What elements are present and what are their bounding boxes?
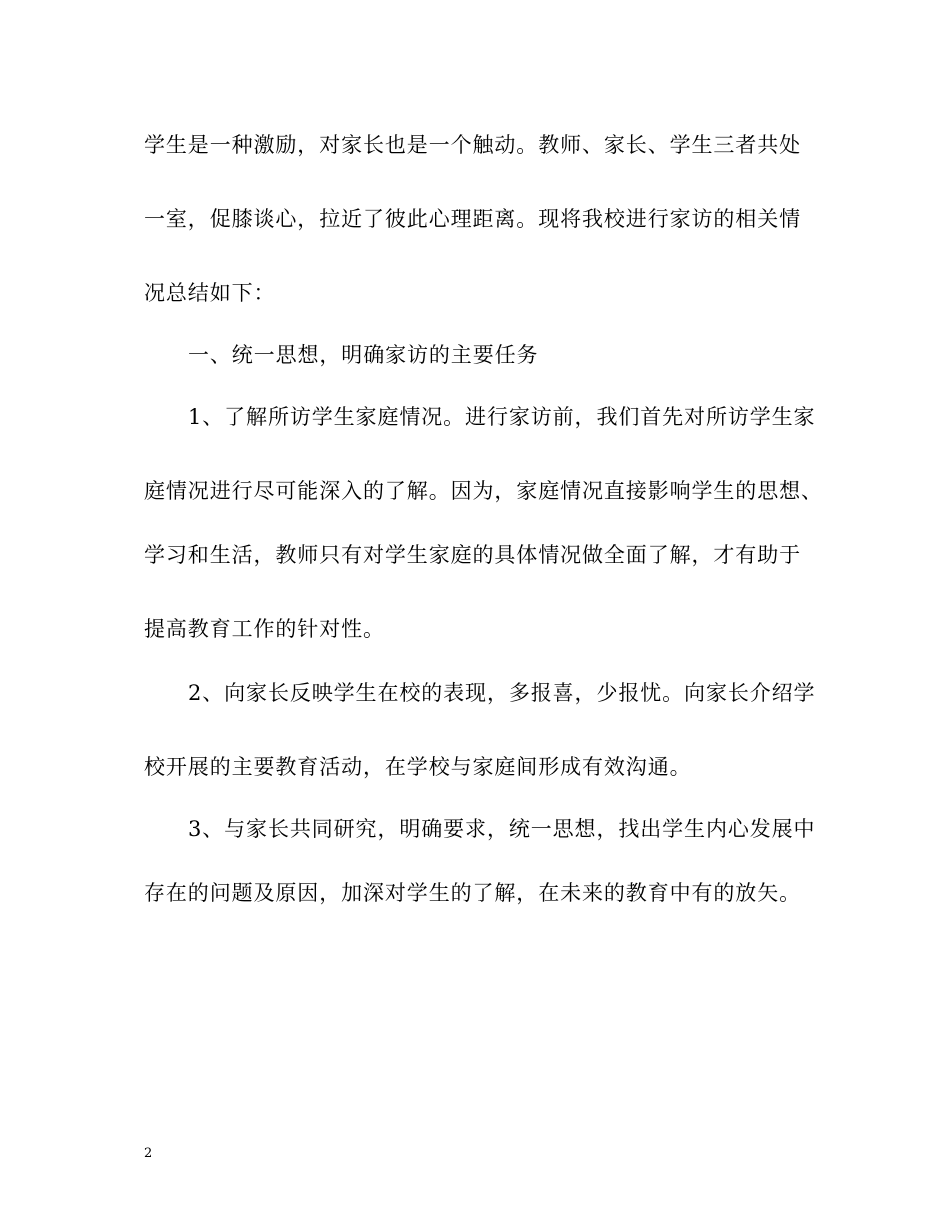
item-1-line-1: 1、了解所访学生家庭情况。进行家访前，我们首先对所访学生家 <box>188 405 816 429</box>
paragraph-1-line-1: 学生是一种激励，对家长也是一个触动。教师、家长、学生三者共处 <box>144 133 801 157</box>
paragraph-1-line-3: 况总结如下： <box>144 281 276 305</box>
section-heading: 一、统一思想，明确家访的主要任务 <box>188 343 539 367</box>
item-2-line-2: 校开展的主要教育活动，在学校与家庭间形成有效沟通。 <box>144 755 692 779</box>
item-1-line-4: 提高教育工作的针对性。 <box>144 617 385 641</box>
paragraph-1-line-2: 一室，促膝谈心，拉近了彼此心理距离。现将我校进行家访的相关情 <box>144 207 801 231</box>
item-2-line-1: 2、向家长反映学生在校的表现，多报喜，少报忧。向家长介绍学 <box>188 681 816 705</box>
page-number: 2 <box>144 1146 153 1161</box>
item-3-line-1: 3、与家长共同研究，明确要求，统一思想，找出学生内心发展中 <box>188 817 816 841</box>
item-1-line-3: 学习和生活，教师只有对学生家庭的具体情况做全面了解，才有助于 <box>144 543 801 567</box>
item-1-line-2: 庭情况进行尽可能深入的了解。因为，家庭情况直接影响学生的思想、 <box>144 479 823 503</box>
item-3-line-2: 存在的问题及原因，加深对学生的了解，在未来的教育中有的放矢。 <box>144 881 801 905</box>
